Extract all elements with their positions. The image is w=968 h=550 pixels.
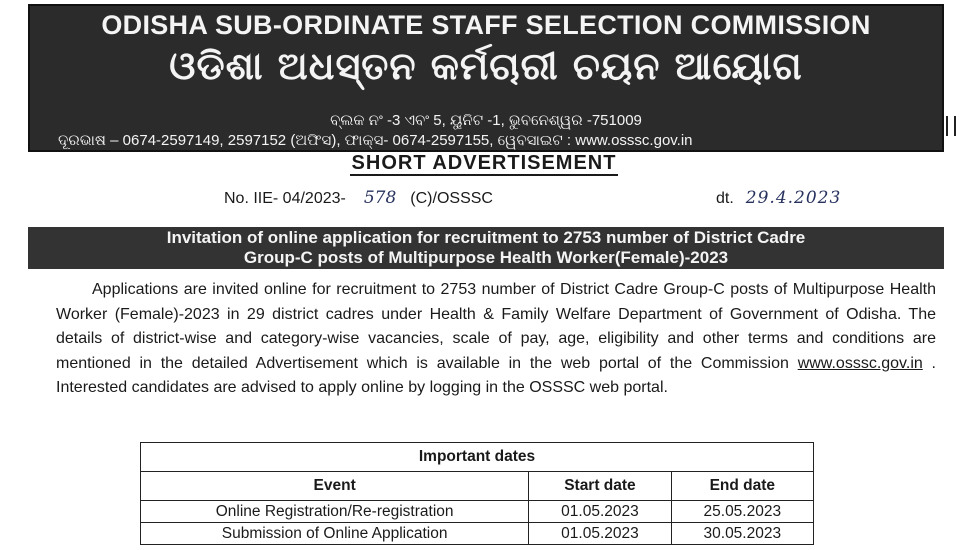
column-header-start-date: Start date <box>529 472 671 501</box>
short-advertisement-heading <box>0 152 968 175</box>
commission-address: ବ୍ଲକ ନଂ -3 ଏବଂ 5, ୟୁନିଟ -1, ଭୁବନେଶ୍ୱର -751009 <box>330 112 642 129</box>
commission-title-english: ODISHA SUB-ORDINATE STAFF SELECTION COMMISSION <box>101 10 871 40</box>
start-date-cell: 01.05.2023 <box>529 501 671 523</box>
notice-date <box>716 188 841 208</box>
heading-text: SHORT ADVERTISEMENT <box>351 152 617 174</box>
column-header-event: Event <box>141 472 529 501</box>
body-text-end: . Interested candidates are advised to apply online by logging in the OSSSC web portal. <box>56 354 936 396</box>
date-handwritten: 29.4.2023 <box>745 188 842 208</box>
commission-header-banner <box>28 4 944 152</box>
margin-mark <box>946 116 956 136</box>
commission-contact: ଦୂରଭାଷ – 0674-2597149, 2597152 (ଅଫିସ), ଫାକ୍ସ- 0674-2597155, ୱେବସାଇଟ : www.osssc.gov.in <box>58 132 693 149</box>
advertisement-body <box>56 278 936 401</box>
invitation-line-2: Group-C posts of Multipurpose Health Worker(Female)-2023 <box>243 248 729 267</box>
commission-title-odia: ଓଡିଶା ଅଧସ୍ତନ କର୍ମଚାରୀ ଚୟନ ଆୟୋଗ <box>169 44 803 88</box>
table-row <box>141 501 814 523</box>
event-cell: Online Registration/Re-registration <box>141 501 529 523</box>
reference-suffix: (C)/OSSSC <box>410 190 493 207</box>
reference-number <box>224 188 493 208</box>
table-caption: Important dates <box>141 443 814 472</box>
start-date-cell: 01.05.2023 <box>529 523 671 545</box>
invitation-line-1: Invitation of online application for recruitment to 2753 number of District Cadre <box>166 228 806 247</box>
date-label: dt. <box>716 190 734 207</box>
important-dates-table <box>140 442 814 545</box>
reference-prefix: No. IIE- 04/2023- <box>224 190 346 207</box>
table-row <box>141 523 814 545</box>
column-header-end-date: End date <box>671 472 813 501</box>
reference-handwritten-number: 578 <box>363 188 397 208</box>
website-link[interactable]: www.osssc.gov.in <box>797 354 923 372</box>
end-date-cell: 25.05.2023 <box>671 501 813 523</box>
invitation-banner <box>28 227 944 269</box>
event-cell: Submission of Online Application <box>141 523 529 545</box>
body-text-main: Applications are invited online for recruitment to 2753 number of District Cadre Group-C posts of Multipurpose Health Worker (Female)-2023 in 29 district cadres under Health & Family Welfare Department of Government of Odisha. The details of district-wise and category-wise vacancies, scale of pay, age, eligibility and other terms and conditions are mentioned in the detailed Advertisement which is available in the web portal of the Commission <box>56 281 936 372</box>
end-date-cell: 30.05.2023 <box>671 523 813 545</box>
